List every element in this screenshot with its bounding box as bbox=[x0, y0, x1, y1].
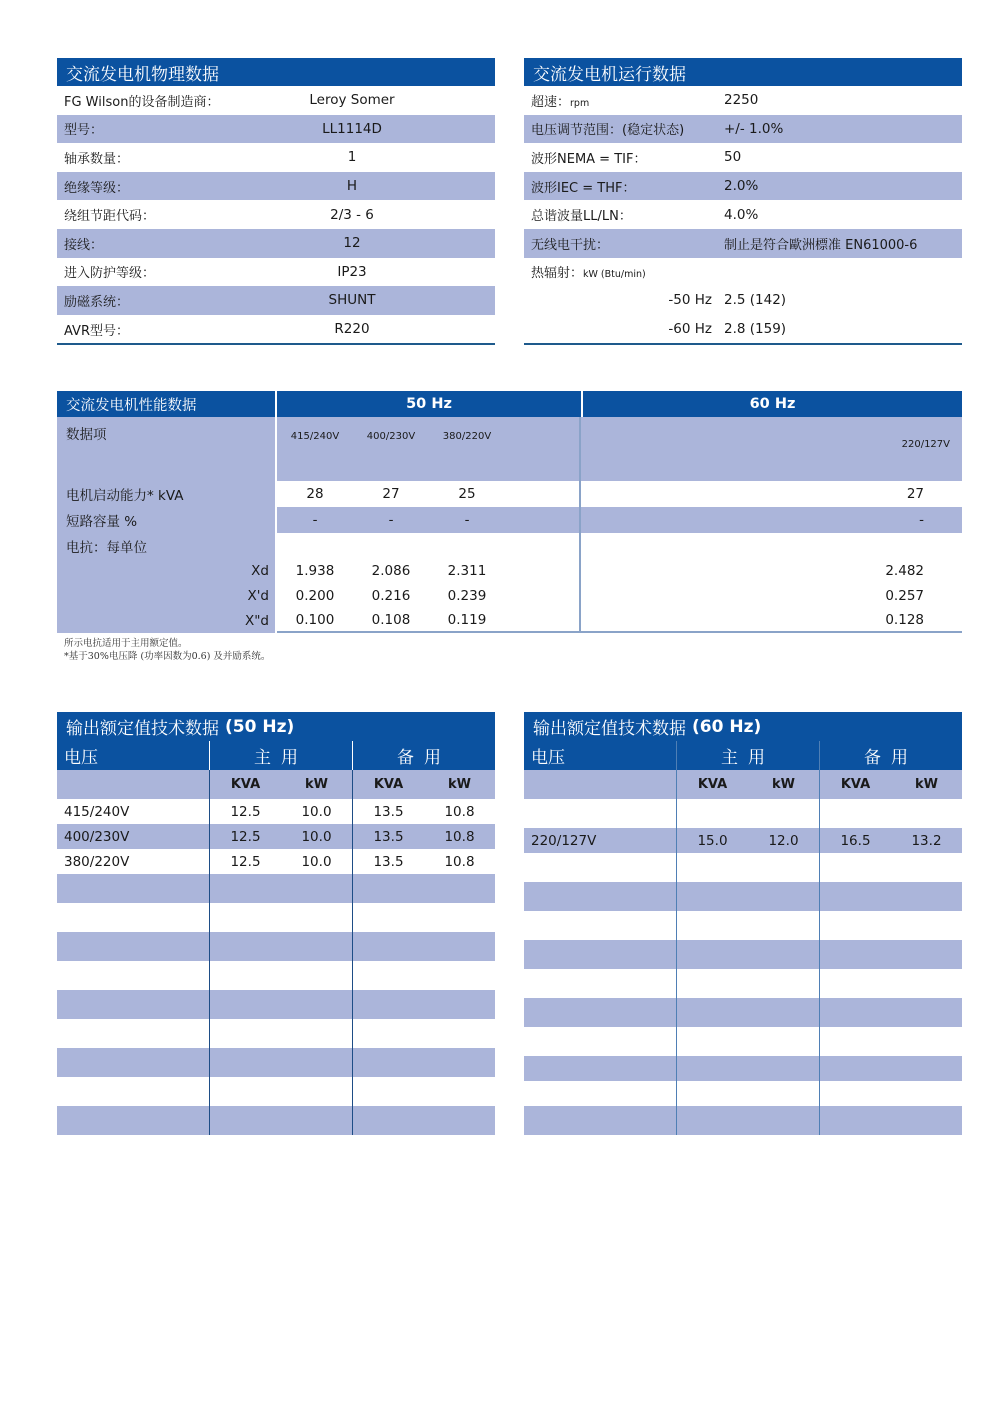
sub-kva: KVA bbox=[840, 777, 871, 792]
alternator-physical-data-table bbox=[57, 58, 495, 345]
table-row bbox=[57, 229, 495, 258]
values-50hz bbox=[277, 507, 581, 533]
empty-cell bbox=[277, 533, 581, 558]
table-row bbox=[524, 172, 962, 201]
row-label: 热辐射： bbox=[531, 266, 584, 282]
row-label: 绝缘等级： bbox=[64, 180, 130, 196]
cell: 28 bbox=[306, 486, 324, 502]
title-text: 输出额定值技术数据 bbox=[533, 719, 686, 739]
row-label: 波形NEMA = TIF： bbox=[531, 151, 647, 167]
footnote: *基于30%电压降 (功率因数为0.6) 及并励系统。 bbox=[64, 651, 271, 662]
title-hz: (50 Hz) bbox=[225, 716, 295, 737]
cell: 2.086 bbox=[371, 562, 411, 579]
empty-row bbox=[57, 1077, 495, 1106]
empty-row bbox=[57, 1019, 495, 1048]
cell: 16.5 bbox=[840, 832, 871, 849]
values-50hz bbox=[277, 481, 581, 507]
empty-row bbox=[524, 1081, 962, 1106]
row-label: 电机启动能力* kVA bbox=[57, 481, 275, 507]
table-row bbox=[524, 258, 962, 287]
column-group-header bbox=[57, 741, 495, 770]
row-value: 2.0% bbox=[724, 178, 759, 195]
row-unit: kW (Btu/min) bbox=[583, 269, 646, 281]
heat-row-50hz bbox=[524, 286, 962, 315]
col-prime: 主用 bbox=[676, 741, 819, 770]
value-60hz: 0.128 bbox=[581, 608, 962, 633]
cell: 13.5 bbox=[373, 853, 404, 870]
row-value: 12 bbox=[343, 235, 361, 252]
reactance-label-row bbox=[57, 533, 962, 558]
cell: 0.108 bbox=[371, 611, 411, 628]
performance-header bbox=[57, 391, 962, 417]
data-item-label: 数据项 bbox=[57, 417, 275, 481]
footnotes bbox=[64, 637, 270, 663]
cell: 10.8 bbox=[444, 803, 475, 820]
table-row bbox=[524, 143, 962, 172]
row-label: 波形IEC = THF： bbox=[531, 180, 636, 196]
table-row bbox=[57, 115, 495, 144]
output-60hz-title bbox=[524, 712, 962, 741]
reactance-row bbox=[57, 608, 962, 633]
physical-title: 交流发电机物理数据 bbox=[57, 58, 495, 86]
cell: 1.938 bbox=[295, 562, 335, 579]
table-row bbox=[57, 143, 495, 172]
footnote: 所示电抗适用于主用额定值。 bbox=[64, 638, 188, 649]
empty-row bbox=[524, 882, 962, 911]
row-label: Xd bbox=[57, 558, 275, 583]
cell: 2.311 bbox=[447, 562, 487, 579]
row-label: AVR型号： bbox=[64, 323, 129, 339]
row-label: X'd bbox=[57, 583, 275, 608]
row-value: SHUNT bbox=[328, 292, 376, 309]
sub-kw: kW bbox=[772, 777, 795, 792]
sub-kw: kW bbox=[448, 777, 471, 792]
cell: 13.5 bbox=[373, 803, 404, 820]
column-group-header bbox=[524, 741, 962, 770]
empty-row bbox=[57, 932, 495, 961]
table-row bbox=[57, 824, 495, 849]
row-value: 2/3 - 6 bbox=[330, 206, 374, 223]
voltage-cell: 400/230V bbox=[64, 828, 130, 845]
col-standby: 备用 bbox=[819, 741, 962, 770]
voltages-50hz bbox=[277, 417, 581, 481]
sub-kva: KVA bbox=[230, 777, 261, 792]
table-row bbox=[57, 799, 495, 824]
row-label: 超速： bbox=[531, 94, 571, 110]
performance-title: 交流发电机性能数据 bbox=[57, 391, 275, 417]
sub-kva: KVA bbox=[697, 777, 728, 792]
row-value: 50 bbox=[724, 149, 742, 166]
table-row bbox=[57, 849, 495, 874]
table-row bbox=[57, 172, 495, 201]
title-text: 输出额定值技术数据 bbox=[66, 719, 219, 739]
voltage-60hz: 220/127V bbox=[581, 417, 962, 481]
voltage-label: 380/220V bbox=[442, 431, 492, 442]
heat-hz-label: -50 Hz bbox=[668, 292, 712, 309]
table-row bbox=[57, 286, 495, 315]
cell: - bbox=[388, 512, 394, 528]
header-50hz: 50 Hz bbox=[277, 391, 581, 417]
short-circuit-row bbox=[57, 507, 962, 533]
table-row bbox=[524, 229, 962, 258]
row-value: Leroy Somer bbox=[309, 92, 395, 109]
row-value: 1 bbox=[347, 149, 357, 166]
row-label: 绕组节距代码： bbox=[64, 209, 156, 225]
empty-row bbox=[57, 1048, 495, 1077]
header-60hz: 60 Hz bbox=[583, 391, 962, 417]
cell: 15.0 bbox=[697, 832, 728, 849]
table-row bbox=[524, 828, 962, 853]
cell: 0.119 bbox=[447, 611, 487, 628]
cell: - bbox=[464, 512, 470, 528]
voltage-cell: 220/127V bbox=[531, 832, 597, 849]
empty-row bbox=[524, 911, 962, 940]
empty-row bbox=[57, 1106, 495, 1135]
row-value: 制止是符合歐洲標准 EN61000-6 bbox=[724, 237, 918, 253]
table-row bbox=[57, 258, 495, 287]
heat-row-60hz bbox=[524, 315, 962, 344]
row-label: 短路容量 % bbox=[57, 507, 275, 533]
col-standby: 备用 bbox=[352, 741, 495, 770]
cell: - bbox=[312, 512, 318, 528]
cell: 10.8 bbox=[444, 853, 475, 870]
row-value: H bbox=[346, 178, 358, 195]
empty-row bbox=[524, 998, 962, 1027]
reactance-row bbox=[57, 583, 962, 608]
output-ratings-50hz-table bbox=[57, 712, 495, 1135]
voltage-cell: 380/220V bbox=[64, 853, 130, 870]
row-label: 接线： bbox=[64, 237, 104, 253]
cell: 10.0 bbox=[301, 828, 332, 845]
heat-value: 2.8 (159) bbox=[724, 321, 787, 338]
operating-title: 交流发电机运行数据 bbox=[524, 58, 962, 86]
row-label: 进入防护等级： bbox=[64, 266, 156, 282]
col-voltage: 电压 bbox=[64, 748, 98, 768]
col-voltage: 电压 bbox=[531, 748, 565, 768]
row-label: 型号： bbox=[64, 123, 104, 139]
alternator-performance-table bbox=[57, 391, 962, 633]
cell: 0.216 bbox=[371, 587, 411, 604]
voltage-label: 400/230V bbox=[366, 431, 416, 442]
row-unit: rpm bbox=[570, 97, 590, 109]
column-sub-header bbox=[524, 770, 962, 799]
cell: 13.2 bbox=[911, 832, 942, 849]
empty-row bbox=[524, 1106, 962, 1135]
alternator-operating-data-table bbox=[524, 58, 962, 345]
values-50hz bbox=[277, 608, 581, 633]
row-value: 2250 bbox=[724, 92, 759, 109]
row-label: 总谐波量LL/LN： bbox=[531, 209, 632, 225]
empty-row bbox=[524, 853, 962, 882]
row-value: +/- 1.0% bbox=[724, 120, 784, 137]
voltage-label: 415/240V bbox=[290, 431, 340, 442]
table-row bbox=[57, 315, 495, 344]
cell: 12.5 bbox=[230, 828, 261, 845]
empty-row bbox=[57, 874, 495, 903]
empty-row bbox=[524, 1056, 962, 1081]
cell: 12.0 bbox=[768, 832, 799, 849]
row-value: R220 bbox=[334, 321, 370, 338]
row-label: FG Wilson的设备制造商： bbox=[64, 94, 220, 110]
row-value: IP23 bbox=[337, 263, 367, 280]
row-label: 电压调节范围：(稳定状态) bbox=[531, 123, 685, 139]
empty-row bbox=[57, 990, 495, 1019]
table-row bbox=[524, 200, 962, 229]
empty-row bbox=[524, 940, 962, 969]
row-label: X"d bbox=[57, 608, 275, 633]
row-value: 4.0% bbox=[724, 206, 759, 223]
cell: 27 bbox=[382, 486, 400, 502]
values-50hz bbox=[277, 558, 581, 583]
row-label: 电抗：每单位 bbox=[57, 533, 275, 558]
empty-row bbox=[57, 961, 495, 990]
heat-hz-label: -60 Hz bbox=[668, 321, 712, 338]
title-hz: (60 Hz) bbox=[692, 716, 762, 737]
empty-row bbox=[524, 799, 962, 828]
value-60hz: - bbox=[581, 507, 962, 533]
sub-kw: kW bbox=[915, 777, 938, 792]
cell: 10.0 bbox=[301, 803, 332, 820]
motor-start-row bbox=[57, 481, 962, 507]
value-60hz: 27 bbox=[906, 486, 924, 502]
empty-row bbox=[524, 969, 962, 998]
row-label: 轴承数量： bbox=[64, 151, 130, 167]
values-50hz bbox=[277, 583, 581, 608]
output-ratings-60hz-table bbox=[524, 712, 962, 1135]
cell: 13.5 bbox=[373, 828, 404, 845]
table-row bbox=[524, 115, 962, 144]
value-60hz: 0.257 bbox=[885, 587, 924, 604]
row-label: 无线电干扰： bbox=[531, 237, 610, 253]
cell: 0.200 bbox=[295, 587, 335, 604]
table-row bbox=[524, 86, 962, 115]
value-60hz: 2.482 bbox=[885, 562, 924, 579]
row-label: 励磁系统： bbox=[64, 294, 130, 310]
cell: 12.5 bbox=[230, 803, 261, 820]
voltage-header-row bbox=[57, 417, 962, 481]
empty-row bbox=[57, 903, 495, 932]
sub-kva: KVA bbox=[373, 777, 404, 792]
cell: 12.5 bbox=[230, 853, 261, 870]
heat-value: 2.5 (142) bbox=[724, 292, 787, 309]
cell: 25 bbox=[458, 486, 476, 502]
sub-kw: kW bbox=[305, 777, 328, 792]
cell: 0.239 bbox=[447, 587, 487, 604]
column-sub-header bbox=[57, 770, 495, 799]
row-value: LL1114D bbox=[322, 120, 382, 137]
cell: 10.8 bbox=[444, 828, 475, 845]
output-50hz-title bbox=[57, 712, 495, 741]
cell: 0.100 bbox=[295, 611, 335, 628]
table-row bbox=[57, 200, 495, 229]
table-row bbox=[57, 86, 495, 115]
reactance-row bbox=[57, 558, 962, 583]
voltage-cell: 415/240V bbox=[64, 803, 130, 820]
cell: 10.0 bbox=[301, 853, 332, 870]
empty-row bbox=[524, 1027, 962, 1056]
col-prime: 主用 bbox=[209, 741, 352, 770]
